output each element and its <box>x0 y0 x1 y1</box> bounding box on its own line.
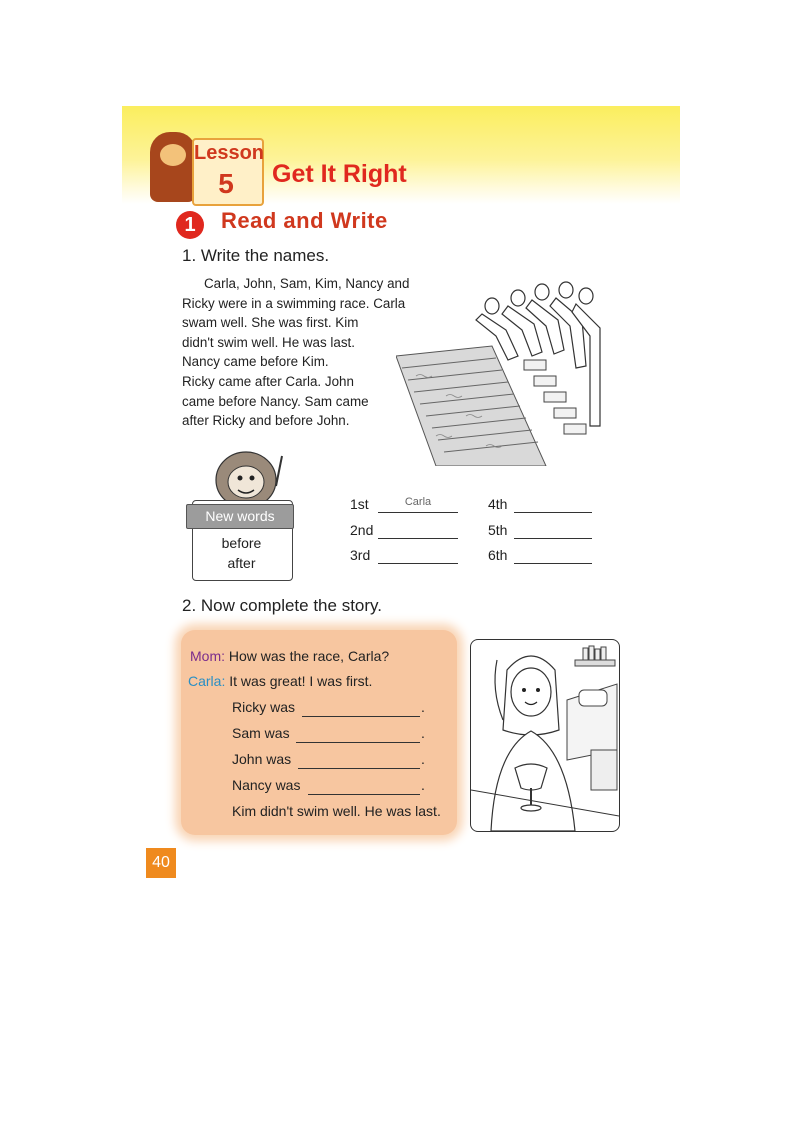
exercise2-instruction: 2. Now complete the story. <box>182 596 382 615</box>
fill-end: . <box>421 777 425 793</box>
section-title: Read and Write <box>221 208 388 233</box>
paragraph-line: Nancy came before Kim. <box>182 354 329 370</box>
monkey-mascot-icon <box>150 132 196 202</box>
rank-blank-3rd[interactable] <box>378 547 458 564</box>
fill-line: Ricky was <box>232 699 296 715</box>
girl-trophy-picture <box>470 639 620 832</box>
fill-end: . <box>421 699 425 715</box>
paragraph-line: Ricky came after Carla. John <box>182 373 354 389</box>
fill-line: Sam was <box>232 725 290 741</box>
paragraph-line: swam well. She was first. Kim <box>182 315 359 331</box>
fill-line: John was <box>232 751 292 767</box>
rank-blank-6th[interactable] <box>514 547 592 564</box>
page-number: 40 <box>146 848 176 878</box>
lesson-number: 5 <box>218 168 234 199</box>
fill-end: . <box>421 751 425 767</box>
story-last-line: Kim didn't swim well. He was last. <box>232 803 441 819</box>
rank-blank-2nd[interactable] <box>378 522 458 539</box>
rank-blank-4th[interactable] <box>514 496 592 513</box>
carla-line: It was great! I was first. <box>229 673 373 689</box>
rank-answer: Carla <box>404 496 432 508</box>
new-words-header: New words <box>186 504 294 529</box>
rank-label: 2nd <box>350 522 374 538</box>
rank-label: 5th <box>488 522 508 538</box>
story-line-carla <box>188 673 372 689</box>
new-words-list <box>192 533 291 573</box>
story-blank-ricky[interactable] <box>302 700 420 717</box>
paragraph-line: Ricky were in a swimming race. Carla <box>182 295 406 311</box>
story-line-mom <box>190 648 389 664</box>
orangutan-mascot-icon <box>214 446 284 508</box>
rank-label: 4th <box>488 496 508 512</box>
section-number-badge: 1 <box>176 211 204 239</box>
rank-blank-1st[interactable] <box>378 496 458 513</box>
mom-line: How was the race, Carla? <box>228 648 390 664</box>
rank-label: 6th <box>488 547 508 563</box>
paragraph-line: didn't swim well. He was last. <box>182 334 355 350</box>
exercise1-instruction: 1. Write the names. <box>182 246 330 265</box>
story-blank-nancy[interactable] <box>308 778 420 795</box>
swimming-race-illustration <box>396 276 602 466</box>
rank-label: 1st <box>350 496 369 512</box>
rank-blank-5th[interactable] <box>514 522 592 539</box>
rank-label: 3rd <box>350 547 371 563</box>
new-word: before <box>221 535 262 551</box>
paragraph-line: came before Nancy. Sam came <box>182 393 369 409</box>
paragraph-line: after Ricky and before John. <box>182 413 350 429</box>
paragraph-line: Carla, John, Sam, Kim, Nancy and <box>204 276 410 291</box>
fill-end: . <box>421 725 425 741</box>
new-word: after <box>227 555 256 571</box>
story-blank-john[interactable] <box>298 752 420 769</box>
page-title: Get It Right <box>272 160 407 188</box>
monkey-face-icon <box>160 144 186 166</box>
story-blank-sam[interactable] <box>296 726 420 743</box>
girl-trophy-icon <box>471 640 619 831</box>
lesson-word: Lesson <box>194 142 265 164</box>
speaker-carla: Carla: <box>188 673 226 689</box>
speaker-mom: Mom: <box>190 648 225 664</box>
fill-line: Nancy was <box>232 777 301 793</box>
